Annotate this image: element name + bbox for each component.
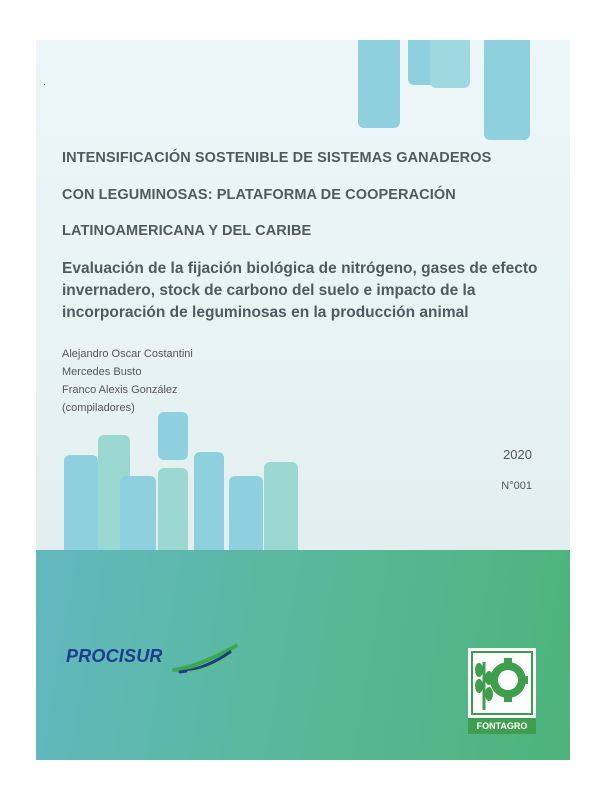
publication-number: N°001 — [501, 480, 532, 492]
fontagro-plant-icon — [468, 648, 536, 718]
procisur-logo — [66, 642, 236, 682]
title-line-3: LATINOAMERICANA Y DEL CARIBE — [62, 223, 312, 239]
fontagro-logo-label: FONTAGRO — [468, 718, 536, 734]
mid-bar-decoration — [64, 455, 98, 565]
document-cover — [36, 40, 570, 760]
title-line-1: INTENSIFICACIÓN SOSTENIBLE DE SISTEMAS GANADEROS — [62, 150, 492, 166]
top-bar-decoration — [484, 40, 530, 140]
mid-bar-decoration — [264, 462, 298, 564]
author-1: Alejandro Oscar Costantini — [62, 348, 193, 360]
author-3: Franco Alexis González — [62, 384, 178, 396]
procisur-swoosh-icon — [170, 642, 240, 674]
publication-year: 2020 — [503, 447, 532, 462]
top-bar-decoration — [430, 40, 470, 88]
title-line-2: CON LEGUMINOSAS: PLATAFORMA DE COOPERACIÓN — [62, 187, 456, 203]
mid-bar-decoration — [158, 412, 188, 460]
compilers-note: (compiladores) — [62, 402, 135, 414]
fontagro-logo — [468, 648, 536, 734]
mid-bar-decoration — [194, 452, 224, 562]
subtitle: Evaluación de la fijación biológica de nitrógeno, gases de efecto invernadero, stock de carbono del suelo e impacto de la incorporación de leguminosas en la producción animal — [62, 260, 538, 321]
stray-mark — [44, 84, 45, 85]
author-2: Mercedes Busto — [62, 366, 142, 378]
procisur-logo-text: PROCISUR — [66, 646, 163, 666]
top-bar-decoration — [358, 40, 400, 128]
